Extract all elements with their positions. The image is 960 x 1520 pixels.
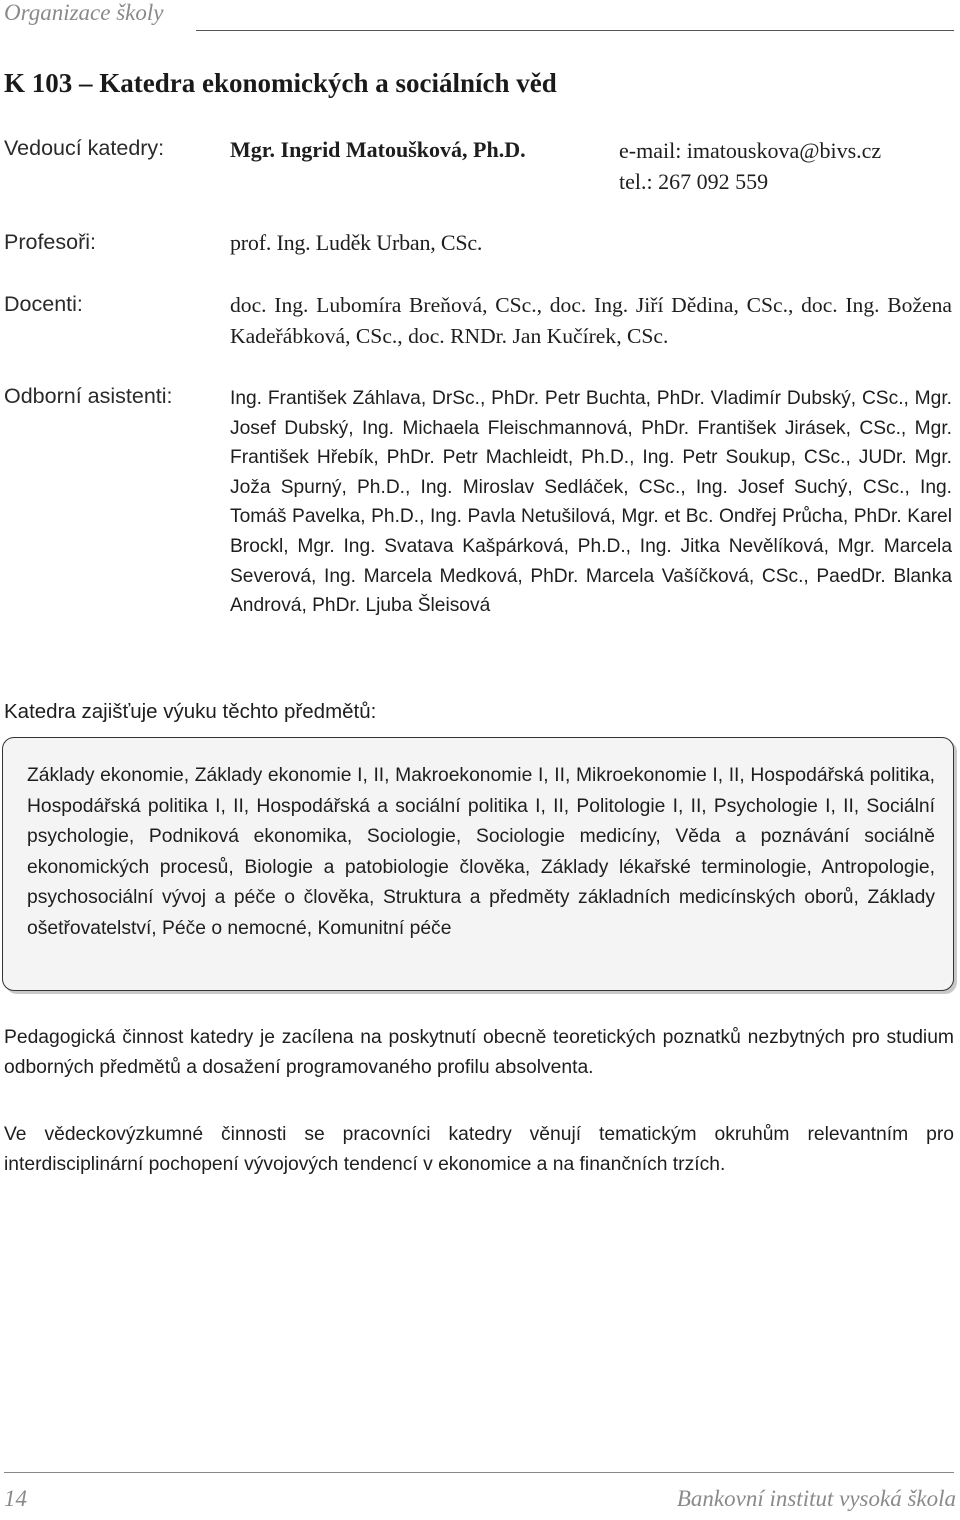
- page-number: 14: [4, 1486, 27, 1511]
- subjects-list: Základy ekonomie, Základy ekonomie I, II, Makroekonomie I, II, Mikroekonomie I, II, Hospodářská politika, Hospodářská politika I, II, Hospodářská a sociální politika I, II, Politologie I, II, Psychologie I, II, Sociální psychologie, Podniková ekonomika, Sociologie, Sociologie medicíny, Věda a poznávání sociálně ekonomických procesů, Biologie a patobiologie člověka, Základy lékařské terminologie, Antropologie, psychosociální vývoj a péče o člověka, Struktura a předměty základních medicínských oborů, Základy ošetřovatelství, Péče o nemocné, Komunitní péče: [27, 765, 935, 939]
- head-of-department-label: Vedoucí katedry:: [4, 136, 165, 160]
- head-of-department-contact: [619, 135, 881, 197]
- assistants-list: Ing. František Záhlava, DrSc., PhDr. Petr Buchta, PhDr. Vladimír Dubský, CSc., Mgr. Josef Dubský, Ing. Michaela Fleischmannová, PhDr. František Jirásek, CSc., Mgr. František Hřebík, PhDr. Petr Machleidt, Ph.D., Ing. Petr Soukup, CSc., JUDr. Mgr. Joža Spurný, Ph.D., Ing. Miroslav Sedláček, CSc., Ing. Josef Suchý, CSc., Ing. Tomáš Pavelka, Ph.D., Ing. Pavla Netušilová, Mgr. et Bc. Ondřej Průcha, PhDr. Karel Brockl, Mgr. Ing. Svatava Kašpárková, Ph.D., Ing. Jitka Nevělíková, Mgr. Marcela Severová, Ing. Marcela Medková, PhDr. Marcela Vašíčková, CSc., PaedDr. Blanka Andrová, PhDr. Ljuba Šleisová: [230, 388, 952, 617]
- professors-label: Profesoři:: [4, 230, 97, 254]
- docents-label: Docenti:: [4, 292, 83, 316]
- paragraph-teaching: Pedagogická činnost katedry je zacílena na poskytnutí obecně teoretických poznatků nezbytných pro studium odborných předmětů a dosažení programovaného profilu absolventa.: [4, 1027, 954, 1078]
- contact-email: e-mail: imatouskova@bivs.cz: [619, 138, 882, 163]
- header-rule: [196, 30, 954, 31]
- head-of-department-name: Mgr. Ingrid Matoušková, Ph.D.: [230, 137, 526, 162]
- footer-rule: [4, 1472, 954, 1473]
- footer-publisher: Bankovní institut vysoká škola: [676, 1486, 956, 1511]
- subjects-heading: Katedra zajišťuje výuku těchto předmětů:: [4, 700, 377, 723]
- contact-phone: tel.: 267 092 559: [619, 169, 769, 194]
- running-head-section: Organizace školy: [4, 0, 164, 25]
- paragraph-research: Ve vědeckovýzkumné činnosti se pracovníci katedry věnují tematickým okruhům relevantním pro interdisciplinární pochopení vývojových tendencí v ekonomice a na finančních trzích.: [4, 1124, 954, 1175]
- page-title: K 103 – Katedra ekonomických a sociálních věd: [4, 68, 557, 98]
- assistants-label: Odborní asistenti:: [4, 384, 173, 408]
- docents-list: doc. Ing. Lubomíra Breňová, CSc., doc. Ing. Jiří Dědina, CSc., doc. Ing. Božena Kadeřábková, CSc., doc. RNDr. Jan Kučírek, CSc.: [230, 293, 952, 348]
- subjects-box: [2, 737, 954, 991]
- professors-list: prof. Ing. Luděk Urban, CSc.: [230, 230, 483, 255]
